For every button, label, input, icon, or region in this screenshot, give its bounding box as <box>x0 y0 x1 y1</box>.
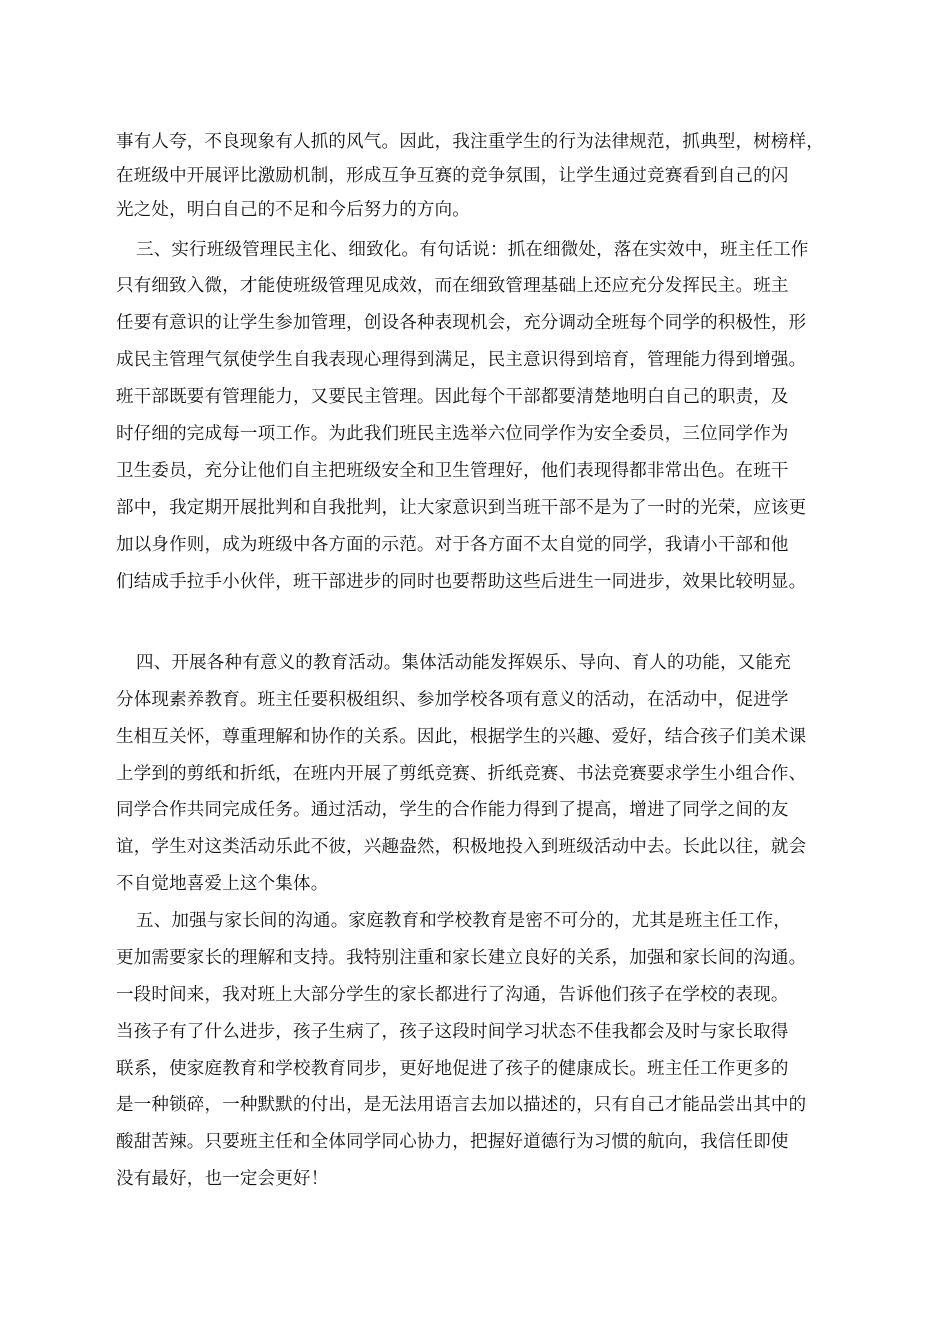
text-line: 时仔细的完成每一项工作。为此我们班民主选举六位同学作为安全委员，三位同学作为 <box>116 424 789 444</box>
paragraph-heading-5: 五、加强与家长间的沟通。家庭教育和学校教育是密不可分的，尤其是班主任工作， <box>136 911 791 931</box>
text-line: 只有细致入微，才能使班级管理见成效，而在细致管理基础上还应充分发挥民主。班主 <box>116 276 789 296</box>
text-line: 上学到的剪纸和折纸，在班内开展了剪纸竞赛、折纸竞赛、书法竞赛要求学生小组合作、 <box>116 764 807 784</box>
paragraph-heading-3: 三、实行班级管理民主化、细致化。有句话说：抓在细微处，落在实效中，班主任工作 <box>136 240 809 260</box>
text-line: 谊，学生对这类活动乐此不彼，兴趣盎然，积极地投入到班级活动中去。长此以往，就会 <box>116 837 807 857</box>
text-line: 任要有意识的让学生参加管理，创设各种表现机会，充分调动全班每个同学的积极性，形 <box>116 313 807 333</box>
text-line: 光之处，明白自己的不足和今后努力的方向。 <box>116 200 470 220</box>
text-line: 加以身作则，成为班级中各方面的示范。对于各方面不太自觉的同学，我请小干部和他 <box>116 535 789 555</box>
text-line: 卫生委员，充分让他们自主把班级安全和卫生管理好，他们表现得都非常出色。在班干 <box>116 461 789 481</box>
text-line: 在班级中开展评比激励机制，形成互争互赛的竞争氛围，让学生通过竞赛看到自己的闪 <box>116 166 789 186</box>
text-line: 酸甜苦辣。只要班主任和全体同学同心协力，把握好道德行为习惯的航向，我信任即使 <box>116 1132 789 1152</box>
text-line: 部中，我定期开展批判和自我批判，让大家意识到当班干部不是为了一时的光荣，应该更 <box>116 498 807 518</box>
text-line: 分体现素养教育。班主任要积极组织、参加学校各项有意义的活动，在活动中，促进学 <box>116 690 789 710</box>
text-line: 是一种锁碎，一种默默的付出，是无法用语言去加以描述的，只有自己才能品尝出其中的 <box>116 1095 807 1115</box>
text-line: 更加需要家长的理解和支持。我特别注重和家长建立良好的关系，加强和家长间的沟通。 <box>116 948 807 968</box>
text-line: 同学合作共同完成任务。通过活动，学生的合作能力得到了提高，增进了同学之间的友 <box>116 800 789 820</box>
text-line: 当孩子有了什么进步，孩子生病了，孩子这段时间学习状态不佳我都会及时与家长取得 <box>116 1022 789 1042</box>
text-line: 生相互关怀，尊重理解和协作的关系。因此，根据学生的兴趣、爱好，结合孩子们美术课 <box>116 727 807 747</box>
text-line: 事有人夸，不良现象有人抓的风气。因此，我注重学生的行为法律规范，抓典型，树榜样， <box>116 132 824 152</box>
text-line: 联系，使家庭教育和学校教育同步，更好地促进了孩子的健康成长。班主任工作更多的 <box>116 1059 789 1079</box>
text-line: 班干部既要有管理能力，又要民主管理。因此每个干部都要清楚地明白自己的职责，及 <box>116 387 789 407</box>
paragraph-heading-4: 四、开展各种有意义的教育活动。集体活动能发挥娱乐、导向、育人的功能，又能充 <box>136 653 791 673</box>
text-line: 不自觉地喜爱上这个集体。 <box>116 874 329 894</box>
text-line: 成民主管理气氛使学生自我表现心理得到满足，民主意识得到培育，管理能力得到增强。 <box>116 350 807 370</box>
text-line: 们结成手拉手小伙伴，班干部进步的同时也要帮助这些后进生一同进步，效果比较明显。 <box>116 572 807 592</box>
text-line: 一段时间来，我对班上大部分学生的家长都进行了沟通，告诉他们孩子在学校的表现。 <box>116 985 789 1005</box>
text-line: 没有最好，也一定会更好！ <box>116 1169 329 1189</box>
